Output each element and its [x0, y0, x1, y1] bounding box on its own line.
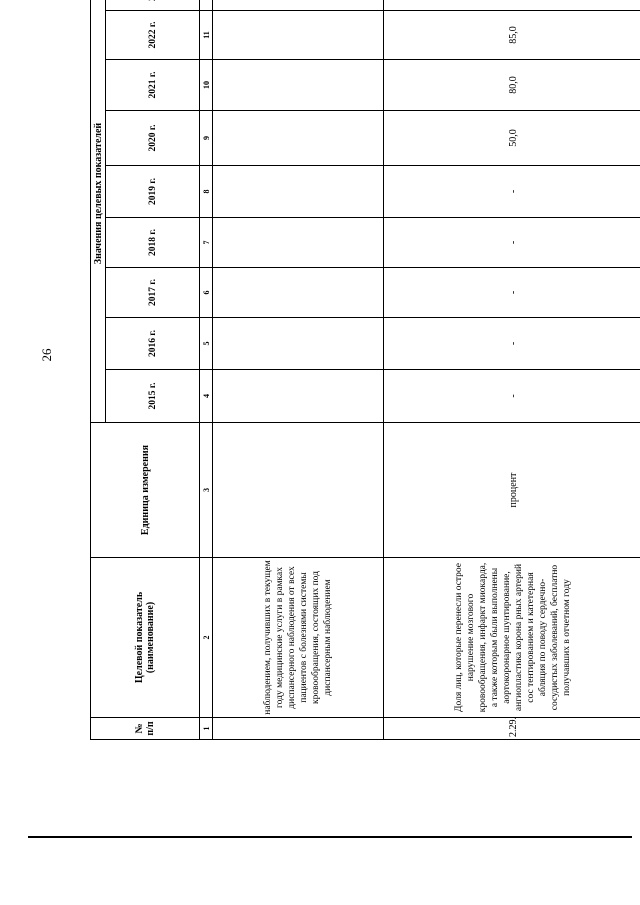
- table-row: [384, 0, 640, 740]
- row-value: -: [384, 218, 640, 268]
- header-year: 2020 г.: [106, 111, 200, 166]
- column-number: 5: [200, 318, 213, 370]
- row-value: [213, 166, 384, 218]
- row-value: [213, 111, 384, 166]
- column-number: 3: [200, 423, 213, 558]
- row-value: -: [384, 370, 640, 423]
- row-value: -: [384, 166, 640, 218]
- header-year: 2021 г.: [106, 60, 200, 111]
- row-number: [213, 718, 384, 740]
- target-indicators-table: [90, 0, 640, 740]
- column-number: [200, 0, 213, 11]
- row-value: 50,0: [384, 111, 640, 166]
- column-number: 4: [200, 370, 213, 423]
- row-value: 85,0: [384, 11, 640, 60]
- row-value: -: [384, 318, 640, 370]
- row-value: [213, 370, 384, 423]
- row-value: [213, 218, 384, 268]
- header-unit: Единица измерения: [91, 423, 200, 558]
- row-value: 80,0: [384, 60, 640, 111]
- header-year: [106, 0, 200, 11]
- row-value: [213, 60, 384, 111]
- row-value: -: [384, 268, 640, 318]
- column-number: 6: [200, 268, 213, 318]
- header-values-group: Значения целевых показателей: [91, 0, 106, 423]
- header-year: 2015 г.: [106, 370, 200, 423]
- row-indicator: Доля лиц, которые перенесли острое нарушение мозгового кровообращения, инфаркт миокарда, а также которым были выполнены аортокоронарное шунтирование, ангиопластика корона рных артерий сос тентированием и катетерная абляция по поводу сердечно-сосудистых заболеваний, бесплатно получавших в отчетном году: [384, 558, 640, 718]
- header-row-top: [91, 0, 106, 740]
- row-value: [213, 318, 384, 370]
- header-num: № п/п: [91, 718, 200, 740]
- column-number: 10: [200, 60, 213, 111]
- column-number: 1: [200, 718, 213, 740]
- row-indicator: наблюдением, получивших в текущем году медицинские услуги в рамках диспансерного наблюдения от всех пациентов с болезнями системы кровообращения, состоящих под диспансерным наблюдением: [213, 558, 384, 718]
- row-value: [213, 0, 384, 11]
- column-number-row: [200, 0, 213, 740]
- header-year: 2016 г.: [106, 318, 200, 370]
- header-indicator: Целевой показатель (наименование): [91, 558, 200, 718]
- table-row: [213, 0, 384, 740]
- column-number: 9: [200, 111, 213, 166]
- bottom-rule: [28, 836, 632, 838]
- row-value: [213, 11, 384, 60]
- row-unit: процент: [384, 423, 640, 558]
- rotated-table-container: [90, 15, 572, 740]
- header-year: 2018 г.: [106, 218, 200, 268]
- column-number: 2: [200, 558, 213, 718]
- header-year: 2017 г.: [106, 268, 200, 318]
- header-year: 2019 г.: [106, 166, 200, 218]
- page-number: 26: [39, 348, 54, 362]
- header-year: 2022 г.: [106, 11, 200, 60]
- column-number: 11: [200, 11, 213, 60]
- column-number: 7: [200, 218, 213, 268]
- column-number: 8: [200, 166, 213, 218]
- row-number: 2.29.: [384, 718, 640, 740]
- row-unit: [213, 423, 384, 558]
- row-value: [384, 0, 640, 11]
- row-value: [213, 268, 384, 318]
